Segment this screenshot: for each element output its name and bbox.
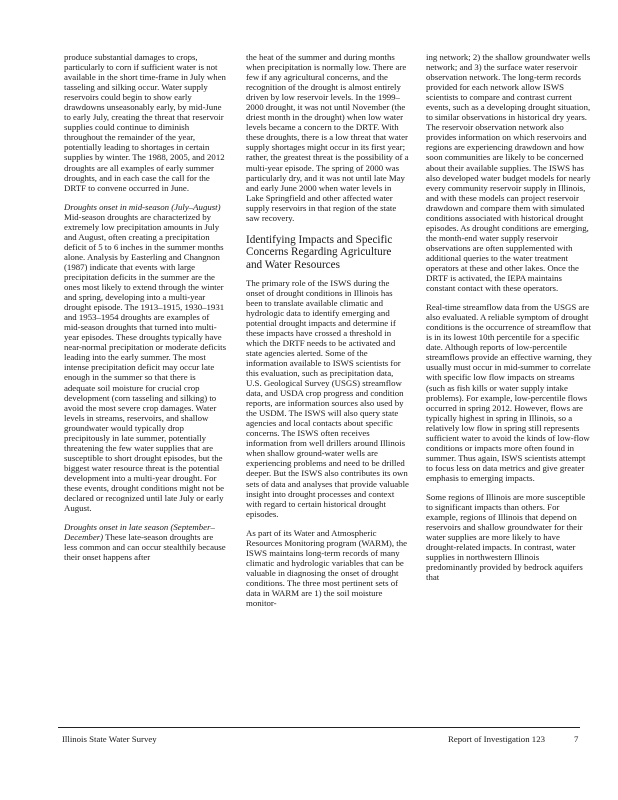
paragraph-lead: Droughts onset in late season (September–December) xyxy=(64,522,215,543)
paragraph: Real-time streamflow data from the USGS are also evaluated. A reliable symptom of drought conditions is the occurrence of streamflow that is in its lowest 10th percentile for a specific date. Although reports of low-percentile streamflows provide an effective warning, they usually must occur in mid-summer to correlate with specific low flow impacts on streams (such as fish kills or water supply intake problems). For example, low-percentile flows occurred in spring 2012. However, flows are typically highest in spring in Illinois, so a relatively low flow in spring still represents sufficient water to avoid the kinds of low-flow conditions or impacts more often found in summer. Thus again, ISWS scientists attempt to focus less on data metrics and give greater emphasis to emerging impacts. xyxy=(426,302,592,483)
text-column-3 xyxy=(426,52,592,591)
paragraph xyxy=(64,202,227,513)
paragraph: Some regions of Illinois are more susceptible to significant impacts than others. For example, regions of Illinois that depend on reservoirs and shallow groundwater for their water supplies are more likely to have drought-related impacts. In contrast, water supplies in northwestern Illinois predominantly provided by bedrock aquifers that xyxy=(426,491,586,583)
paragraph-body: These late-season droughts are less common and can occur stealthily because their onset happens after xyxy=(64,532,226,563)
paragraph: As part of its Water and Atmospheric Resources Monitoring program (WARM), the ISWS maintains long-term records of many climatic and hydrologic variables that can be valuable in diagnosing the onset of drought conditions. The three most pertinent sets of data in WARM are 1) the soil moisture monitor- xyxy=(246,527,408,609)
paragraph: the heat of the summer and during months when precipitation is normally low. There are few if any agricultural concerns, and the recognition of the drought is almost entirely driven by low reservoir levels. In the 1999–2000 drought, it was not until November (the driest month in the drought) when low water levels became a concern to the DRTF. With these droughts, there is a low threat that water supply shortages might occur in its first year; rather, the greatest threat is the possibility of a multi-year episode. The spring of 2000 was particularly dry, and it was not until late May and early June 2000 when water levels in Lake Springfield and other affected water supply reservoirs in that region of the state saw recovery. xyxy=(246,52,409,223)
text-column-2 xyxy=(246,52,410,617)
paragraph xyxy=(64,522,227,562)
section-heading: Identifying Impacts and Specific Concerns Regarding Agriculture and Water Resources xyxy=(246,233,393,271)
text-column-1 xyxy=(64,52,227,571)
footer-report-title: Report of Investigation 123 xyxy=(448,734,545,744)
paragraph-body: Mid-season droughts are characterized by extremely low precipitation amounts in July and August, often creating a precipitation deficit of 5 to 6 inches in the summer months alone. Analysis by Easterling and Changnon (1987) indicate that events with large precipitation deficits in the summer are the ones most likely to extend through the winter and spring, developing into a multi-year drought episode. The 1913–1915, 1930–1931 and 1953–1954 droughts are examples of mid-season droughts that turned into multi-year episodes. These droughts typically have near-normal precipitation or moderate deficits leading into the early summer. The most intense precipitation deficit may occur late enough in the summer so that there is adequate soil moisture for crucial crop development (corn tasseling and silking) to avoid the most severe crop damages. Water levels in streams, reservoirs, and shallow groundwater would typically drop precipitously in late summer, potentially threatening the few water supplies that are susceptible to short drought episodes, but the biggest water resource threat is the potential development into a multi-year drought. For these events, drought conditions might not be declared or recognized until late July or early August. xyxy=(64,211,227,514)
page-number: 7 xyxy=(574,734,579,744)
paragraph: ing network; 2) the shallow groundwater wells network; and 3) the surface water reservoir observation network. The long-term records provided for each network allow ISWS scientists to compare and contrast current events, such as a developing drought situation, to similar observations in historical dry years. The reservoir observation network also provides information on which reservoirs and regions are experiencing drawdown and how soon communities are likely to be concerned about their available supplies. The ISWS has also developed water budget models for nearly every community reservoir supply in Illinois, and with these models can project reservoir drawdown and compare them with simulated conditions associated with historical drought episodes. As drought conditions are emerging, the month-end water supply reservoir observations are often supplemented with additional queries to the water treatment operators at these and other lakes. Once the DRTF is activated, the IEPA maintains constant contact with these operators. xyxy=(426,52,591,294)
paragraph: produce substantial damages to crops, particularly to corn if sufficient water is not available in the short time-frame in July when tasseling and silking occur. Water supply reservoirs could begin to show early drawdowns unseasonably early, by mid-June to early July, creating the threat that reservoir supplies could continue to diminish throughout the remainder of the year, potentially leading to shortages in certain supplies by winter. The 1988, 2005, and 2012 droughts are all examples of early summer droughts, and in each case the call for the DRTF to convene occurred in June. xyxy=(64,52,226,193)
paragraph-lead: Droughts onset in mid-season (July–August) xyxy=(64,201,221,212)
footer-publisher: Illinois State Water Survey xyxy=(62,734,157,744)
footer-rule xyxy=(58,727,580,728)
paragraph: The primary role of the ISWS during the onset of drought conditions in Illinois has been to translate available climatic and hydrologic data to identify emerging and potential drought impacts and determine if these impacts have crossed a threshold in which the DRTF needs to be activated and state agencies alerted. Some of the information available to ISWS scientists for this evaluation, such as precipitation data, U.S. Geological Survey (USGS) streamflow data, and USDA crop progress and condition reports, are information sources also used by the USDM. The ISWS will also query state agencies and local contacts about specific concerns. The ISWS often receives information from well drillers around Illinois when shallow ground-water wells are experiencing problems and need to be drilled deeper. But the ISWS also contributes its own sets of data and analyses that provide valuable insight into drought processes and context with regard to certain historical drought episodes. xyxy=(246,277,409,519)
